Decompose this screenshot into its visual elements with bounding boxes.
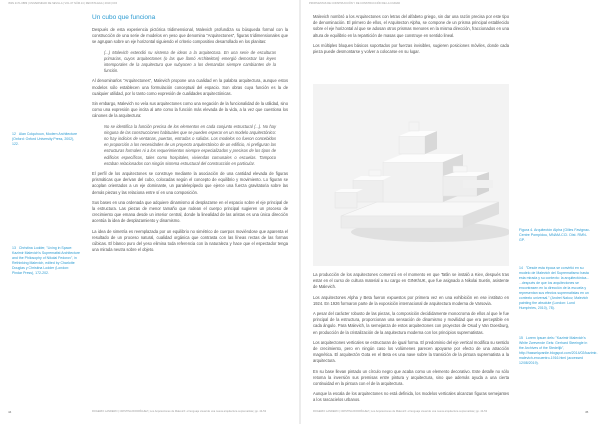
running-header-left: ISSN 2171-6889 | UNIVERSIDAD DE SEVILLA | VOL.07 NÚM.14 | REVISTA EGA | 2019 | DOI — [8, 2, 118, 5]
section-title: Un cubo que funciona — [92, 14, 156, 21]
right-text-column-top — [313, 14, 509, 59]
paragraph: Sin embargo, Malevich no veía sus arquitectones como una negación de la funcionalidad de la utilidad, sino como una expresión que incita al arte como la función más elevada de la vida, a la vez que cuestiona los cánones de la arquitectura: — [92, 101, 288, 119]
footnote-text: Lorem Ipsum dels: "Kazimir Malevich's White Zwevende Gels: Gerhard Steeingle in the Archives of the Stedelijk", http://hasselqvanlie.blogspot.com/2014/02/kazimir-malevich-encuentro-1916.html (accessed 12/08/2019). — [519, 336, 598, 365]
paragraph: Los arquitectones Alpha y Beta fueron expuestos por primera vez en una exhibición en ese instituto en 1924. En 1926 formaron parte de la exposición internacional de arquitectura moderna de Varsovia. — [313, 294, 509, 306]
paragraph: En su base llevan pintado un círculo negro que acaba como un elemento decorativo. Este detalle no sólo retoma la inversión sus premisas entre pintura y arquitectura, sino que además ayuda a una cierta continuidad en la pintura con el de la arquitectura. — [313, 368, 509, 387]
right-text-column-bottom — [313, 272, 509, 408]
block-quote: No se identifica la función precisa de los elementos en cada conjunto estructural (...). No hay ninguna de las construcciones habituales que se pueden esperar en un modelo arquitectónico: no hay indicios de ventanas, puertas, entradas o salidas. Los modelos no fueron concebidos en proporción a los necesidades de un proyecto arquitectónico de un edificio, ni prefiguran las estructuras formales ni a los requerimientos siempre especializados y precisos de los tipos de edificios específicos, tales como hospitales, viviendas comunales o escuelas. Tampoco estaban relacionados con ningún sistema estructural del construcción en particular. — [104, 123, 276, 166]
footnote — [12, 246, 80, 276]
paragraph: Los arquitectones verticales se estructuran de igual forma. El predominio del eje vertical modifica su sentido de crecimiento, pero en ningún caso los volúmenes parecen apoyarse por efecto de una atracción magnética. El arquitectón Gota en el Beta es una nave sobre la transición de la pintura suprematista a la arquitectura. — [313, 339, 509, 364]
paragraph: Los múltiples bloques básicos soportados por fuerzas invisibles, sugieren posiciones móviles, donde cada pieza puede desmontarse y volver a colocarse en su lugar. — [313, 42, 509, 55]
paragraph: A pesar del carácter robusto de las piezas, la composición decididamente monocroma de ellos al que le fue principal de la estructura, proporcionan una sensación de dinamismo y movilidad que era perceptible en cada ángulo. Para Malevich, la semejanza de estos arquitectones con proyectos de Osud y Van Doesburg, en producción de la cristalización de la arquitectura moderna con los principios suprematistas. — [313, 311, 509, 335]
footnote-number: 15 — [519, 336, 523, 340]
page-number: 44 — [8, 410, 12, 414]
block-quote: (...) Malevich extendió su sistema de ideas a la arquitectura. En una serie de esculturas primarias, cuyos arquitectones (o las que llamó Architekton) emergió demostrar las leyes intemporales de la arquitectura que subyacen a los demandas siempre cambiantes de la función. — [104, 49, 276, 74]
footnote — [519, 336, 598, 366]
footnote-number: 12 — [12, 132, 16, 136]
paragraph: Al denominarlos "Arquitectones", Malevich propone una cualidad en la palabra arquitectura, aunque estos modelos sólo establecen una formulación conceptual del espacio. Son obras cuya función es la de cualquier utilidad, por lo tanto como expresión de cualidades arquitectónicas. — [92, 78, 288, 96]
left-page — [0, 0, 299, 424]
arquitecton-illustration — [313, 84, 509, 266]
footnote-number: 13 — [12, 246, 16, 250]
paragraph: La idea de simetría es reemplazada por un equilibrio no simétrico de cuerpos moviéndose que aparenta el resultado de un proceso natural, cualidad orgánica que contrasta con las líneas rectas de las formas cúbicas. El blanco puro del yeso elimina toda referencia con la naturaleza y hace que el espectador tenga una mirada neutra sobre el objeto. — [92, 228, 288, 253]
paragraph: Malevich nombró a los Arquitectones con letras del alfabeto griego, sin dar una razón precisa por este tipo de denominación. El primero de ellos, el Arquitecton Alpha, se compone de un prisma principal establecido sobre el eje horizontal al que se adosan otros prismas menores en la misma dirección, fraccionados en una altura de equilibrio en la repartición de masas que construye en sentido lineal. — [313, 14, 509, 38]
paragraph: El perfil de los arquitectones se construye mediante la asociación de una cantidad elevada de figuras prismáticas que derivan del cubo, colocadas según el concepto de equilibrio y movimiento. Lo figuran se acoplan orientados a un eje dominante, un paralelepípedo que ejerce una fuerza gravitatoria sobre las demás piezas y las relaciona entre sí en una composición. — [92, 171, 288, 195]
running-footer-right: ROGERIO LANDERO | CRISTINA RODRÍGUEZ | Los Arquitectones de Malevich: el lenguaje visual de una nueva arquitectura suprematista | pp. 44-53 — [313, 410, 488, 413]
footnote — [12, 132, 80, 147]
footnote — [519, 266, 591, 311]
paragraph: Después de esta experiencia pictórica tridimensional, Malevich profundiza su búsqueda formal con la construcción de una serie de modelos en yeso que denomina "Arquitectones", figuras tridimensionales que se agrupan sobre un eje horizontal siguiendo el criterio compositivo desarrollado en los planitas: — [92, 27, 288, 45]
page-number: 45 — [585, 410, 589, 414]
figure-caption: Figura 4. Arquitectón Alpha (Gilles Favignac-Centre Pompidou, MNAM-CCI. Dist. RMN-GP. — [519, 228, 591, 242]
running-footer-left: ROGERIO LANDERO | CRISTINA RODRÍGUEZ | Los Arquitectones de Malevich: el lenguaje visual de una nueva arquitectura suprematista | pp. 44-53 — [92, 410, 267, 413]
footnote-number: 14 — [519, 266, 523, 270]
paragraph: Aunque la escala de los arquitectones no está definida, los modelos verticales alcanzan figuras semejantes a los rascacielos urbanos. — [313, 391, 509, 403]
running-header-right: PROPUESTAS DE CONSTRUCCIÓN Y DE CONSTRUCCIÓN DE LA CIUDAD — [309, 2, 401, 5]
right-page — [301, 0, 600, 424]
footnote-text: "Desde esta época se convirtió en su modelo de Malevich del Suprematismo hasta esta mirada y su contexto: la arquitectónica... ...después de que los arquitectones se encontrasen en la dirección de la escuela y representan sus efectos suprematistas en un contexto universal." (Andrei Nakov, Malevich painting the absolute (London: Lund Humphries, 2010), 78). — [519, 266, 590, 310]
paragraph: Sus bases en una ordenada que adquiere dinamismo al desplazarse en el espacio sobre el eje principal de la estructura. Las piezas de menor tamaño que rodean el cuerpo principal sugieren un proceso de crecimiento que emana desde un interior central, donde la linealidad de las aristas es una única dirección acentúa la idea de desplazamiento y dinamismo. — [92, 199, 288, 224]
paragraph: La producción de los arquitectones comenzó en el momento en que Tatlin se instaló a Kiev, después tras estar en el curso de cultura material a su cargo en GINKhUK, que fue asignado a Nikolai Suetin, asistente de Malevich. — [313, 272, 509, 290]
footnote-text: Alan Colquhoun, Modern Architecture (Oxford: Oxford University Press, 2002), 122. — [12, 132, 78, 146]
footnote-text: Christina Lodder, "Living in Space: Kazimir Malevich's Suprematist Architecture and the Philosophy of Nikolai Fedorov", in Rethinking Malevich, edited by Charlotte Douglas y Christina Lodder (London: Pindar Press), 172-202. — [12, 246, 80, 275]
left-text-column — [92, 14, 288, 258]
arquitecton-figure — [313, 84, 509, 266]
